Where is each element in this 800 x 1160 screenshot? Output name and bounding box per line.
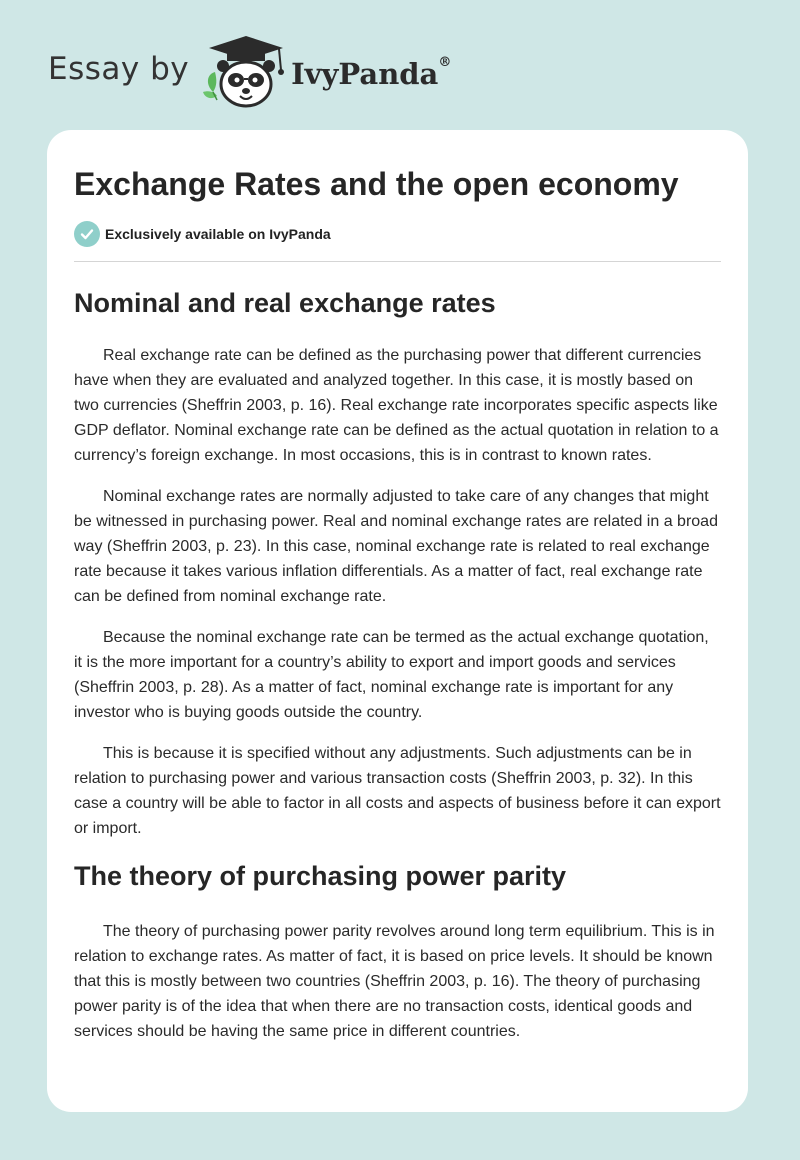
section-heading-nominal-real: Nominal and real exchange rates <box>74 288 496 318</box>
title-divider <box>74 261 721 262</box>
exclusive-label: Exclusively available on IvyPanda <box>105 226 331 242</box>
paragraph: Nominal exchange rates are normally adjusted to take care of any changes that might be witnessed in purchasing power. Real and nominal exchange rates are related in a broad way (Sheffrin 2003, p. 23). In this case, nominal exchange rate is related to real exchange rate because it takes various inflation differentials. As a matter of fact, real exchange rate can be defined from nominal exchange rate. <box>74 488 718 605</box>
brand-name: IvyPanda® <box>291 55 452 91</box>
paragraph: The theory of purchasing power parity revolves around long term equilibrium. This is in relation to exchange rates. As matter of fact, it is based on price levels. It should be known that this is mostly between two countries (Sheffrin 2003, p. 16). The theory of purchasing power parity is of the idea that when there are no transaction costs, identical goods and services should be having the same price in different countries. <box>74 923 715 1040</box>
exclusive-badge <box>74 220 721 248</box>
brand-header <box>48 34 451 110</box>
registered-mark: ® <box>438 55 452 70</box>
essay-by-label: Essay by <box>48 51 190 87</box>
essay-title: Exchange Rates and the open economy <box>74 166 679 202</box>
section-heading-ppp: The theory of purchasing power parity <box>74 861 567 891</box>
panda-logo-icon <box>203 34 289 110</box>
paragraph: Because the nominal exchange rate can be termed as the actual exchange quotation, it is the more important for a country’s ability to export and import goods and services (Sheffrin 2003, p. 28). As a matter of fact, nominal exchange rate is important for any investor who is buying goods outside the country. <box>74 629 709 721</box>
check-icon <box>74 221 100 247</box>
paragraph: Real exchange rate can be defined as the purchasing power that different currencies have when they are evaluated and analyzed together. In this case, it is mostly based on two currencies (Sheffrin 2003, p. 16). Real exchange rate incorporates specific aspects like GDP deflator. Nominal exchange rate can be defined as the actual quotation in relation to a currency’s foreign exchange. In most occasions, this is in contrast to known rates. <box>74 347 719 464</box>
paragraph: This is because it is specified without any adjustments. Such adjustments can be in relation to purchasing power and various transaction costs (Sheffrin 2003, p. 32). In this case a country will be able to factor in all costs and aspects of business before it can export or import. <box>74 745 721 837</box>
essay-card <box>47 130 748 1112</box>
leaf-icon <box>203 72 217 100</box>
